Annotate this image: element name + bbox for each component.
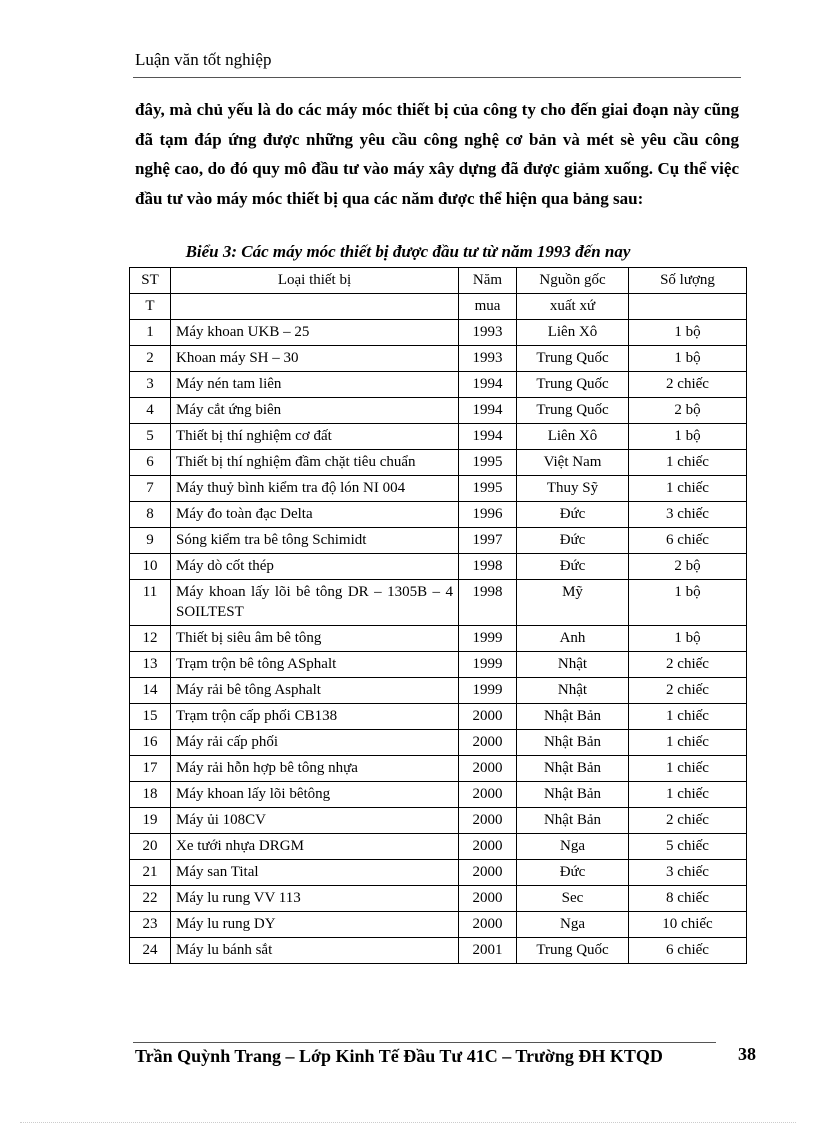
cell-year: 2000 <box>459 860 517 886</box>
cell-type: Máy rải cấp phối <box>171 730 459 756</box>
table-row <box>130 704 747 730</box>
cell-type: Máy rải bê tông Asphalt <box>171 678 459 704</box>
table-row <box>130 372 747 398</box>
table-header-row <box>130 294 747 320</box>
cell-type: Máy dò cốt thép <box>171 554 459 580</box>
cell-origin: Trung Quốc <box>517 372 629 398</box>
cell-origin: Đức <box>517 860 629 886</box>
cell-quantity: 1 chiếc <box>629 704 747 730</box>
cell-quantity: 2 chiếc <box>629 808 747 834</box>
footer-rule <box>133 1042 716 1043</box>
header-cell-year: Năm <box>459 268 517 294</box>
cell-type: Máy lu bánh sắt <box>171 938 459 964</box>
cell-year: 2000 <box>459 912 517 938</box>
cell-origin: Nhật Bản <box>517 704 629 730</box>
cell-st: 2 <box>130 346 171 372</box>
table-row <box>130 782 747 808</box>
cell-origin: Nhật Bản <box>517 808 629 834</box>
table-row <box>130 678 747 704</box>
header-cell-year: mua <box>459 294 517 320</box>
cell-origin: Nhật Bản <box>517 782 629 808</box>
cell-quantity: 2 chiếc <box>629 678 747 704</box>
cell-st: 8 <box>130 502 171 528</box>
cell-st: 1 <box>130 320 171 346</box>
table-row <box>130 730 747 756</box>
table-row <box>130 912 747 938</box>
cell-year: 1998 <box>459 554 517 580</box>
body-paragraph: đây, mà chủ yếu là do các máy móc thiết bị của công ty cho đến giai đoạn này cũng đã tạm đáp ứng được những yêu cầu công nghệ cơ bản và mét sè yêu cầu công nghệ cao, do đó quy mô đầu tư vào máy xây dựng đã được giảm xuống. Cụ thể việc đầu tư vào máy móc thiết bị qua các năm được thể hiện qua bảng sau: <box>135 100 739 208</box>
cell-quantity: 1 chiếc <box>629 450 747 476</box>
table-row <box>130 886 747 912</box>
cell-type: Trạm trộn cấp phối CB138 <box>171 704 459 730</box>
cell-year: 1999 <box>459 626 517 652</box>
cell-origin: Nhật Bản <box>517 730 629 756</box>
cell-year: 1999 <box>459 678 517 704</box>
cell-origin: Sec <box>517 886 629 912</box>
table-row <box>130 652 747 678</box>
cell-quantity: 3 chiếc <box>629 502 747 528</box>
cell-quantity: 6 chiếc <box>629 938 747 964</box>
cell-origin: Thuy Sỹ <box>517 476 629 502</box>
table-row <box>130 626 747 652</box>
cell-st: 11 <box>130 580 171 626</box>
header-cell-quantity: Số lượng <box>629 268 747 294</box>
cell-st: 10 <box>130 554 171 580</box>
cell-st: 6 <box>130 450 171 476</box>
cell-quantity: 1 chiếc <box>629 756 747 782</box>
cell-year: 1995 <box>459 476 517 502</box>
cell-quantity: 2 bộ <box>629 398 747 424</box>
cell-st: 22 <box>130 886 171 912</box>
header-cell-st: T <box>130 294 171 320</box>
cell-st: 23 <box>130 912 171 938</box>
cell-type: Máy ủi 108CV <box>171 808 459 834</box>
table-row <box>130 580 747 626</box>
cell-origin: Đức <box>517 502 629 528</box>
cell-origin: Trung Quốc <box>517 398 629 424</box>
cell-st: 13 <box>130 652 171 678</box>
table-row <box>130 860 747 886</box>
cell-type: Thiết bị thí nghiệm đầm chặt tiêu chuẩn <box>171 450 459 476</box>
cell-year: 2000 <box>459 756 517 782</box>
cell-year: 1999 <box>459 652 517 678</box>
cell-st: 5 <box>130 424 171 450</box>
cell-quantity: 3 chiếc <box>629 860 747 886</box>
table-row <box>130 320 747 346</box>
header-cell-origin: Nguồn gốc <box>517 268 629 294</box>
cell-type: Sóng kiểm tra bê tông Schimidt <box>171 528 459 554</box>
cell-quantity: 10 chiếc <box>629 912 747 938</box>
cell-origin: Anh <box>517 626 629 652</box>
cell-year: 2000 <box>459 730 517 756</box>
cell-type: Máy cắt ứng biên <box>171 398 459 424</box>
cell-quantity: 1 bộ <box>629 424 747 450</box>
cell-quantity: 1 chiếc <box>629 782 747 808</box>
cell-type: Thiết bị siêu âm bê tông <box>171 626 459 652</box>
table-row <box>130 346 747 372</box>
cell-st: 14 <box>130 678 171 704</box>
cell-quantity: 1 bộ <box>629 346 747 372</box>
cell-st: 19 <box>130 808 171 834</box>
cell-st: 20 <box>130 834 171 860</box>
cell-year: 1994 <box>459 424 517 450</box>
cell-type: Máy lu rung VV 113 <box>171 886 459 912</box>
cell-st: 17 <box>130 756 171 782</box>
cell-st: 18 <box>130 782 171 808</box>
cell-type: Máy thuỷ bình kiểm tra độ lón NI 004 <box>171 476 459 502</box>
cell-st: 4 <box>130 398 171 424</box>
cell-quantity: 6 chiếc <box>629 528 747 554</box>
cell-year: 2001 <box>459 938 517 964</box>
table-row <box>130 528 747 554</box>
cell-year: 1996 <box>459 502 517 528</box>
page-number: 38 <box>738 1044 756 1064</box>
table-row <box>130 554 747 580</box>
table-row <box>130 476 747 502</box>
cell-year: 2000 <box>459 834 517 860</box>
cell-type: Máy khoan lấy lõi bêtông <box>171 782 459 808</box>
cell-origin: Nga <box>517 834 629 860</box>
table-row <box>130 502 747 528</box>
table-row <box>130 450 747 476</box>
cell-origin: Nga <box>517 912 629 938</box>
cell-quantity: 1 bộ <box>629 626 747 652</box>
cell-st: 21 <box>130 860 171 886</box>
cell-quantity: 1 bộ <box>629 320 747 346</box>
cell-type: Khoan máy SH – 30 <box>171 346 459 372</box>
cell-year: 1993 <box>459 320 517 346</box>
table-row <box>130 756 747 782</box>
cell-year: 1997 <box>459 528 517 554</box>
header-cell-type: Loại thiết bị <box>171 268 459 294</box>
header-rule <box>133 77 741 78</box>
cell-quantity: 2 chiếc <box>629 372 747 398</box>
cell-type: Máy rải hỗn hợp bê tông nhựa <box>171 756 459 782</box>
cell-origin: Nhật <box>517 678 629 704</box>
cell-origin: Nhật Bản <box>517 756 629 782</box>
cell-type: Máy nén tam liên <box>171 372 459 398</box>
cell-type: Máy khoan UKB – 25 <box>171 320 459 346</box>
cell-year: 1993 <box>459 346 517 372</box>
cell-year: 1994 <box>459 372 517 398</box>
cell-origin: Trung Quốc <box>517 346 629 372</box>
cell-st: 15 <box>130 704 171 730</box>
header-cell-st: ST <box>130 268 171 294</box>
cell-st: 3 <box>130 372 171 398</box>
table-header-row <box>130 268 747 294</box>
header-title: Luận văn tốt nghiệp <box>135 50 272 69</box>
cell-origin: Liên Xô <box>517 320 629 346</box>
cell-quantity: 1 bộ <box>629 580 747 626</box>
table-caption: Biểu 3: Các máy móc thiết bị được đầu tư từ năm 1993 đến nay <box>185 242 631 261</box>
header-cell-type <box>171 294 459 320</box>
cell-st: 16 <box>130 730 171 756</box>
cell-origin: Liên Xô <box>517 424 629 450</box>
table-row <box>130 938 747 964</box>
cell-year: 2000 <box>459 704 517 730</box>
cell-quantity: 5 chiếc <box>629 834 747 860</box>
cell-type: Máy lu rung DY <box>171 912 459 938</box>
table-row <box>130 834 747 860</box>
cell-year: 2000 <box>459 886 517 912</box>
header-cell-quantity <box>629 294 747 320</box>
cell-type: Trạm trộn bê tông ASphalt <box>171 652 459 678</box>
cell-st: 24 <box>130 938 171 964</box>
cell-origin: Mỹ <box>517 580 629 626</box>
cell-year: 2000 <box>459 782 517 808</box>
cell-type: Thiết bị thí nghiệm cơ đất <box>171 424 459 450</box>
cell-origin: Nhật <box>517 652 629 678</box>
header-cell-origin: xuất xứ <box>517 294 629 320</box>
cell-year: 2000 <box>459 808 517 834</box>
cell-quantity: 8 chiếc <box>629 886 747 912</box>
cell-quantity: 2 bộ <box>629 554 747 580</box>
cell-quantity: 1 chiếc <box>629 730 747 756</box>
cell-st: 9 <box>130 528 171 554</box>
cell-origin: Đức <box>517 554 629 580</box>
table-row <box>130 808 747 834</box>
cell-year: 1994 <box>459 398 517 424</box>
cell-year: 1995 <box>459 450 517 476</box>
cell-st: 12 <box>130 626 171 652</box>
table-row <box>130 424 747 450</box>
cell-origin: Việt Nam <box>517 450 629 476</box>
cell-type: Máy khoan lấy lõi bê tông DR – 1305B – 4 SOILTEST <box>171 580 459 626</box>
cell-type: Máy san Tital <box>171 860 459 886</box>
cell-origin: Trung Quốc <box>517 938 629 964</box>
cell-st: 7 <box>130 476 171 502</box>
cell-type: Máy đo toàn đạc Delta <box>171 502 459 528</box>
cell-type: Xe tưới nhựa DRGM <box>171 834 459 860</box>
cell-year: 1998 <box>459 580 517 626</box>
cell-quantity: 1 chiếc <box>629 476 747 502</box>
footer-text: Trần Quỳnh Trang – Lớp Kinh Tế Đầu Tư 41C – Trường ĐH KTQD <box>135 1046 663 1066</box>
table-row <box>130 398 747 424</box>
cell-quantity: 2 chiếc <box>629 652 747 678</box>
equipment-table <box>129 267 747 964</box>
cell-origin: Đức <box>517 528 629 554</box>
